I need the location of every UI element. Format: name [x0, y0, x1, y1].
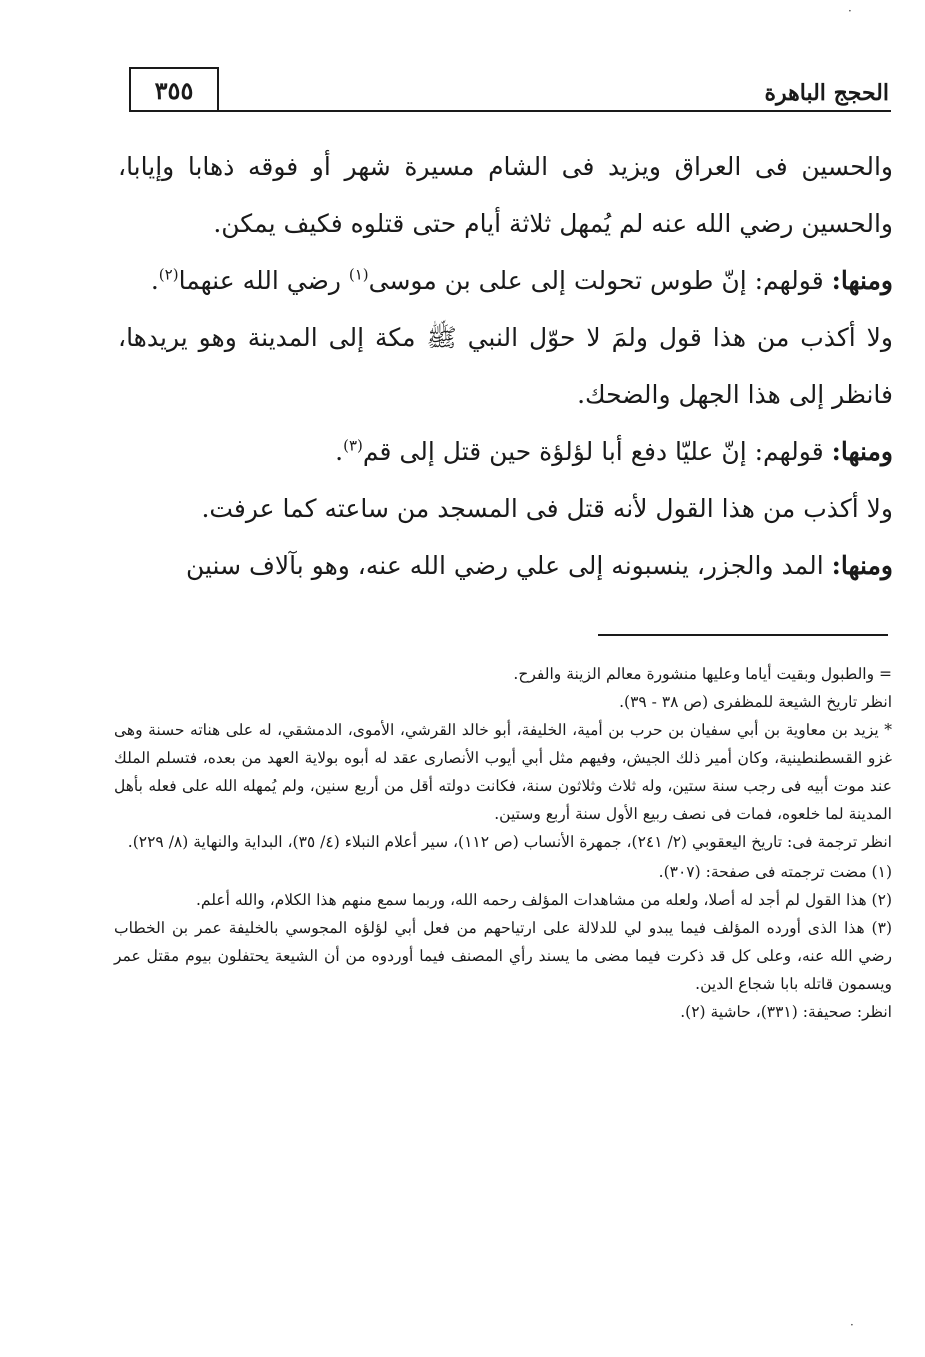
- footnote-reference-line: انظر تاريخ الشيعة للمظفرى (ص ٣٨ - ٣٩).: [619, 693, 892, 711]
- page-number: ٣٥٥: [154, 75, 194, 105]
- paragraph-text: .: [335, 437, 344, 466]
- keyword: ومنها:: [831, 437, 893, 466]
- body-paragraph: [118, 423, 893, 480]
- paragraph-text: .: [150, 266, 159, 295]
- header-rule: [129, 110, 891, 112]
- paragraph-text: رضي الله عنهما: [178, 266, 349, 295]
- footnote-reference-line: انظر: صحيفة: (٣٣١)، حاشية (٢).: [680, 1003, 892, 1021]
- keyword: ومنها:: [831, 551, 893, 580]
- footnote-ref: (١): [348, 265, 369, 284]
- body-paragraph: [118, 252, 893, 309]
- footnote-ref: (٣): [343, 436, 363, 455]
- paragraph-text: قولهم: إنّ طوس تحولت إلى على بن موسى: [368, 266, 832, 295]
- paragraph-text: قولهم: إنّ عليّا دفع أبا لؤلؤة حين قتل إلى قم: [362, 437, 832, 466]
- page-number-box: [129, 67, 219, 111]
- running-title: الحجج الباهرة: [764, 80, 889, 106]
- paragraph-text: والحسين فى العراق ويزيد فى الشام مسيرة شهر أو فوقه ذهابا وإيابا، والحسين رضي الله عنه لم يُمهل ثلاثة أيام حتى قتلوه فكيف يمكن.: [118, 152, 893, 238]
- body-paragraph: [118, 537, 893, 594]
- scan-speck: ·: [850, 1318, 854, 1332]
- body-paragraph: [118, 480, 893, 537]
- footnotes: [114, 660, 892, 1026]
- footnote-2: (٢) هذا القول لم أجد له أصلا، ولعله من مشاهدات المؤلف رحمه الله، وربما سمع منهم هذا الكلام، والله أعلم.: [195, 891, 892, 909]
- paragraph-text: ولا أكذب من هذا قول ولمَ لا حوّل النبي ﷺ مكة إلى المدينة وهو يريدها، فانظر إلى هذا الجهل والضحك.: [118, 323, 893, 409]
- body-text: [118, 138, 893, 594]
- footnote-ref: (٢): [158, 265, 179, 284]
- body-paragraph: [118, 138, 893, 252]
- footnote-continuation: = والطبول وبقيت أياما وعليها منشورة معالم الزينة والفرح.: [513, 665, 892, 683]
- paragraph-text: ولا أكذب من هذا القول لأنه قتل فى المسجد من ساعته كما عرفت.: [201, 494, 893, 523]
- body-paragraph: [118, 309, 893, 423]
- footnote-1: (١) مضت ترجمته فى صفحة: (٣٠٧).: [658, 863, 892, 881]
- footnote-3: (٣) هذا الذى أورده المؤلف فيما يبدو لي للدلالة على ارتياحهم من فعل أبي لؤلؤه المجوسي بالخليفة عمر بن الخطاب رضي الله عنه، وعلى كل قد ذكرت فيما مضى ما يسند رأي المصنف فيما أوردوه من أن الشيعة يحتفلون بيوم مقتل عمر ويسمون قاتله بابا شجاع الدين.: [114, 919, 892, 993]
- paragraph-text: المد والجزر، ينسبونه إلى علي رضي الله عنه، وهو بآلاف سنين: [185, 551, 832, 580]
- footnote-separator: [598, 634, 888, 636]
- scan-speck: ·: [848, 4, 852, 18]
- footnote-biography: * يزيد بن معاوية بن أبي سفيان بن حرب بن أمية، الخليفة، أبو خالد القرشي، الأموى، الدمشقي، له على هناته حسنة وهى غزو القسطنطينية، وكان أمير ذلك الجيش، وفيهم مثل أبي أيوب الأنصارى عقد له أبوه بولاية العهد من بعده، فتسلم الملك عند موت أبيه فى رجب سنة ستين، وله ثلاث وثلاثون سنة، فكانت دولته أقل من أربع سنين، ولم يُمهله الله على فعله بأهل المدينة لما خلعوه، فمات فى نصف ربيع الأول سنة أربع وستين.: [114, 721, 892, 823]
- keyword: ومنها:: [831, 266, 893, 295]
- footnote-reference-line: انظر ترجمة فى: تاريخ اليعقوبي (٢/ ٢٤١)، جمهرة الأنساب (ص ١١٢)، سير أعلام النبلاء (٤/ ٣٥)، البداية والنهاية (٨/ ٢٢٩).: [127, 833, 892, 851]
